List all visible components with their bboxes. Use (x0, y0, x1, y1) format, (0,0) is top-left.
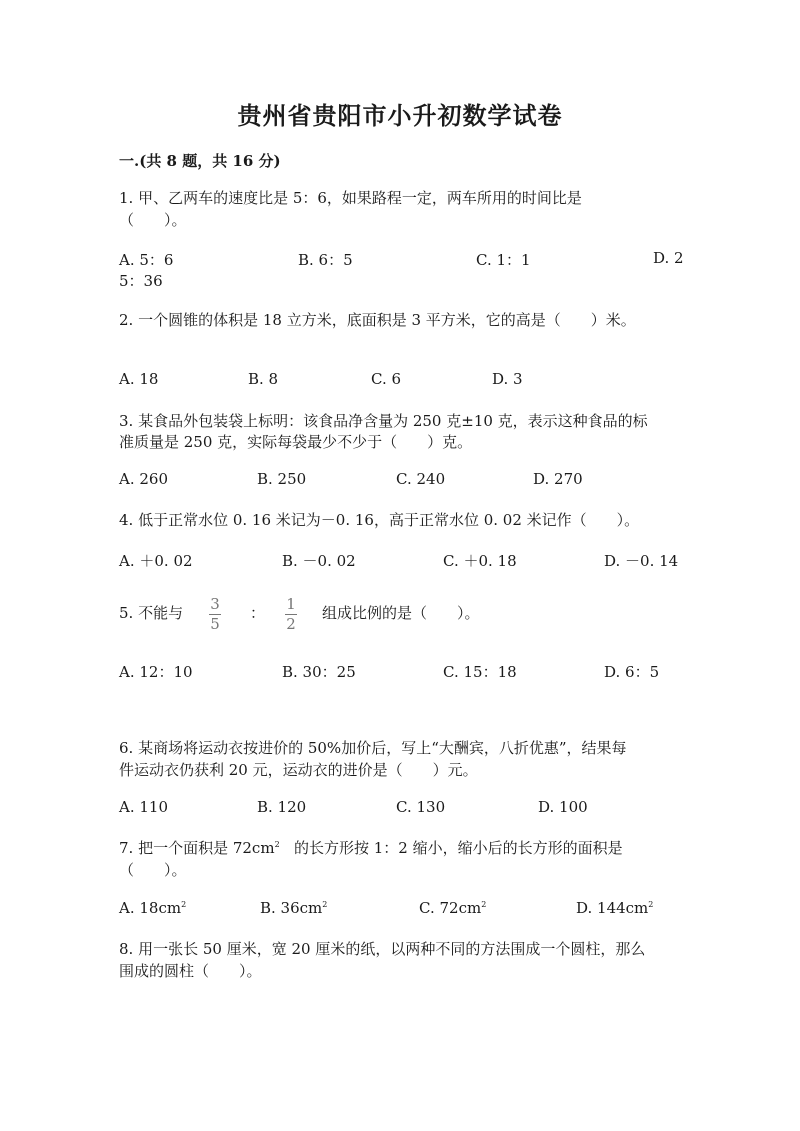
q4-option-b: B. －0. 02 (282, 552, 356, 570)
fraction-denominator: 5 (210, 615, 220, 633)
question-6-line-1: 6. 某商场将运动衣按进价的 50%加价后，写上“大酬宾，八折优惠”，结果每 (119, 739, 627, 757)
q7-option-b (260, 899, 327, 917)
squared-superscript: 2 (648, 900, 654, 909)
question-1-line-1: 1. 甲、乙两车的速度比是 5：6，如果路程一定，两车所用的时间比是 (119, 189, 582, 207)
q2-option-c: C. 6 (371, 370, 402, 388)
q1-option-d-continued: 5：36 (119, 272, 163, 290)
q6-option-a: A. 110 (119, 798, 168, 816)
q7-option-d-text: D. 144cm (576, 899, 649, 917)
question-1-line-2: （ ）。 (119, 211, 187, 229)
q1-option-b: B. 6：5 (298, 251, 353, 269)
question-8-line-1: 8. 用一张长 50 厘米，宽 20 厘米的纸，以两种不同的方法围成一个圆柱，那么 (119, 940, 646, 958)
q6-option-b: B. 120 (257, 798, 307, 816)
squared-superscript: 2 (481, 900, 487, 909)
q5-option-d: D. 6：5 (604, 663, 660, 681)
question-8-line-2: 围成的圆柱（ ）。 (119, 962, 262, 980)
q4-option-d: D. －0. 14 (604, 552, 679, 570)
fraction-one-half (285, 596, 297, 633)
q7-option-c-text: C. 72cm (419, 899, 482, 917)
q7-option-a-text: A. 18cm (119, 899, 182, 917)
question-5-prefix: 5. 不能与 (119, 604, 184, 622)
q3-option-b: B. 250 (257, 470, 307, 488)
fraction-numerator: 1 (286, 595, 296, 613)
q6-option-c: C. 130 (396, 798, 446, 816)
q5-option-a: A. 12：10 (119, 663, 193, 681)
ratio-colon: ： (250, 604, 266, 622)
question-7-line-2: （ ）。 (119, 861, 187, 879)
q4-option-c: C. ＋0. 18 (443, 552, 517, 570)
q3-option-d: D. 270 (533, 470, 583, 488)
q7-option-a (119, 899, 186, 917)
section-header: 一.(共 8 题，共 16 分) (119, 152, 281, 170)
question-7-line-1 (119, 837, 623, 859)
question-2-line-1: 2. 一个圆锥的体积是 18 立方米，底面积是 3 平方米，它的高是（ ）米。 (119, 311, 636, 329)
q2-option-a: A. 18 (119, 370, 159, 388)
q7-option-b-text: B. 36cm (260, 899, 323, 917)
squared-superscript: 2 (322, 900, 328, 909)
q2-option-d: D. 3 (492, 370, 523, 388)
fraction-three-fifths (209, 596, 221, 633)
page-title: 贵州省贵阳市小升初数学试卷 (237, 101, 563, 130)
q3-option-a: A. 260 (119, 470, 168, 488)
q6-option-d: D. 100 (538, 798, 588, 816)
fraction-numerator: 3 (210, 595, 220, 613)
q1-option-c: C. 1：1 (476, 251, 531, 269)
q5-option-b: B. 30：25 (282, 663, 356, 681)
q3-option-c: C. 240 (396, 470, 446, 488)
question-4-line-1: 4. 低于正常水位 0. 16 米记为－0. 16，高于正常水位 0. 02 米记作（ ）。 (119, 511, 640, 529)
question-3-line-2: 准质量是 250 克，实际每袋最少不少于（ ）克。 (119, 433, 473, 451)
question-5-suffix: 组成比例的是（ ）。 (322, 604, 480, 622)
fraction-denominator: 2 (286, 615, 296, 633)
squared-superscript: 2 (181, 900, 187, 909)
q2-option-b: B. 8 (248, 370, 279, 388)
q7-option-d (576, 899, 653, 917)
question-3-line-1: 3. 某食品外包装袋上标明：该食品净含量为 250 克±10 克，表示这种食品的标 (119, 412, 648, 430)
q4-option-a: A. ＋0. 02 (119, 552, 193, 570)
q5-option-c: C. 15：18 (443, 663, 517, 681)
question-6-line-2: 件运动衣仍获利 20 元，运动衣的进价是（ ）元。 (119, 761, 478, 779)
q7-option-c (419, 899, 486, 917)
q1-option-d: D. 2 (653, 249, 684, 267)
question-7-text-end: 的长方形按 1：2 缩小，缩小后的长方形的面积是 (293, 839, 623, 857)
squared-superscript: 2 (274, 840, 280, 849)
question-7-text-start: 7. 把一个面积是 72cm (119, 839, 275, 857)
q1-option-a: A. 5：6 (119, 251, 174, 269)
